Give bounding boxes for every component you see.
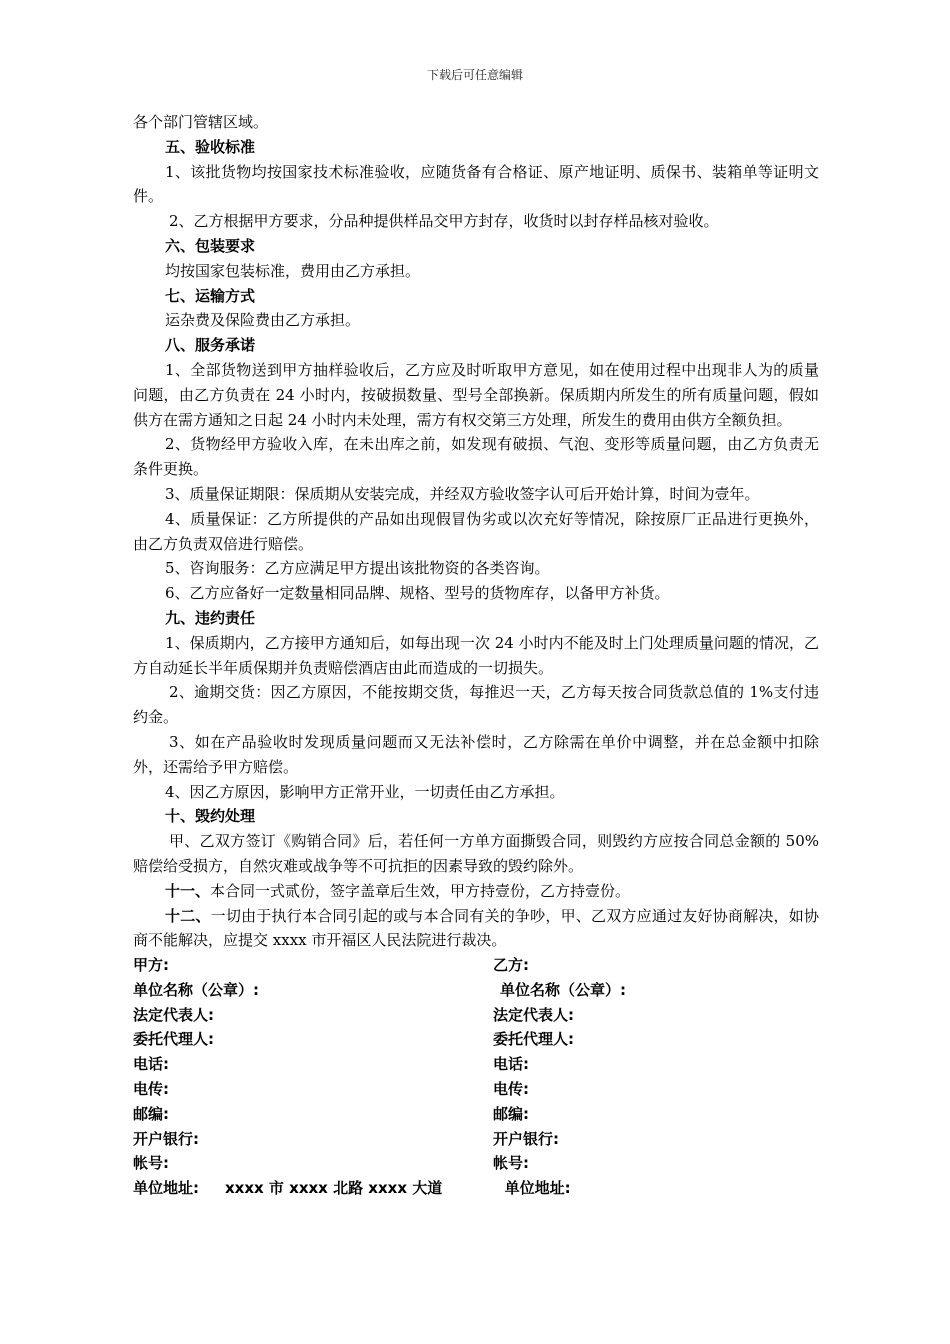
party-b-agent: 委托代理人: [493,1030,574,1049]
paragraph-transport: 运杂费及保险费由乙方承担。 [165,311,361,330]
clause-number-11: 十一、 [165,881,211,900]
contract-body [133,110,819,1201]
party-a-agent: 委托代理人: [133,1030,214,1049]
paragraph-service-5: 5、咨询服务：乙方应满足甲方提出该批物资的各类咨询。 [165,559,550,578]
clause-text-12: 一切由于执行本合同引起的或与本合同有关的争吵，甲、乙双方应通过友好协商解决，如协商不能解决，应提交 xxxx 市开福区人民法院进行裁决。 [133,906,819,950]
paragraph-service-1: 1、全部货物送到甲方抽样验收后，乙方应及时听取甲方意见，如在使用过程中出现非人为的质量问题，由乙方负责在 24 小时内，按破损数量、型号全部换新。保质期内所发生的所有质量问题，假如供方在需方通知之日起 24 小时内未处理，需方有权交第三方处理，所发生的费用由供方全额负担。 [133,360,819,429]
signature-row [133,953,819,978]
signature-row [133,1127,819,1152]
signature-row [133,1077,819,1102]
section-heading-transport: 七、运输方式 [165,286,256,305]
paragraph-dispute [133,904,819,954]
signature-row [133,1003,819,1028]
party-a-unit-name: 单位名称（公章）: [133,980,259,999]
paragraph-termination: 甲、乙双方签订《购销合同》后，若任何一方单方面撕毁合同，则毁约方应按合同总金额的 50%赔偿给受损方，自然灾难或战争等不可抗拒的因素导致的毁约除外。 [133,832,819,875]
paragraph-breach-3: 3、如在产品验收时发现质量问题而又无法补偿时，乙方除需在单价中调整，并在总金额中扣除外，还需给予甲方赔偿。 [133,732,819,776]
paragraph-breach-4: 4、因乙方原因，影响甲方正常开业，一切责任由乙方承担。 [165,782,565,801]
paragraph-copies [133,879,819,904]
paragraph-continuation: 各个部门管辖区域。 [133,113,269,131]
signature-row [133,1151,819,1176]
clause-text-11: 本合同一式贰份，签字盖章后生效，甲方持壹份，乙方持壹份。 [210,881,631,900]
party-b-unit-name: 单位名称（公章）: [499,980,626,999]
party-b-address-label: 单位地址: [504,1179,571,1198]
paragraph-acceptance-1: 1、该批货物均按国家技术标准验收，应随货备有合格证、原产地证明、质保书、装箱单等证明文件。 [133,162,819,206]
party-a-postcode: 邮编: [133,1104,169,1123]
signature-row [133,1027,819,1052]
paragraph-breach-2: 2、逾期交货：因乙方原因，不能按期交货，每推迟一天，乙方每天按合同货款总值的 1%支付违约金。 [133,683,819,727]
page-header: 下载后可任意编辑 [426,68,523,82]
signature-block [133,953,819,1201]
party-a-label: 甲方: [133,956,169,975]
party-a-address-label: 单位地址: [133,1179,199,1198]
section-heading-service: 八、服务承诺 [165,336,256,355]
paragraph-service-6: 6、乙方应备好一定数量相同品牌、规格、型号的货物库存，以备甲方补货。 [165,584,670,603]
party-b-phone: 电话: [493,1055,529,1074]
party-a-fax: 电传: [133,1080,169,1099]
paragraph-service-4: 4、质量保证：乙方所提供的产品如出现假冒伪劣或以次充好等情况，除按原厂正品进行更换外，由乙方负责双倍进行赔偿。 [133,509,819,553]
paragraph-service-2: 2、货物经甲方验收入库，在未出库之前，如发现有破损、气泡、变形等质量问题，由乙方负责无条件更换。 [133,435,819,479]
signature-row [133,1176,819,1201]
party-a-bank: 开户银行: [133,1129,199,1148]
party-b-label: 乙方: [493,956,529,975]
party-a-legal-rep: 法定代表人: [133,1005,214,1024]
party-b-legal-rep: 法定代表人: [493,1005,574,1024]
party-a-address-value: xxxx 市 xxxx 北路 xxxx 大道 [225,1179,443,1198]
paragraph-packaging: 均按国家包装标准，费用由乙方承担。 [165,261,421,280]
party-b-postcode: 邮编: [493,1104,529,1123]
party-a-account: 帐号: [133,1154,169,1173]
section-heading-termination: 十、毁约处理 [165,807,256,826]
signature-row [133,1052,819,1077]
party-b-account: 帐号: [493,1154,529,1173]
signature-row [133,978,819,1003]
party-b-fax: 电传: [493,1080,529,1099]
paragraph-service-3: 3、质量保证期限：保质期从安装完成，并经双方验收签字认可后开始计算，时间为壹年。 [165,484,760,503]
party-a-address [133,1176,487,1201]
party-b-bank: 开户银行: [493,1129,559,1148]
clause-number-12: 十二、 [165,906,211,925]
section-heading-packaging: 六、包装要求 [165,236,256,255]
section-heading-acceptance: 五、验收标准 [165,137,256,156]
paragraph-acceptance-2: 2、乙方根据甲方要求，分品种提供样品交甲方封存，收货时以封存样品核对验收。 [169,212,719,231]
section-heading-breach: 九、违约责任 [165,608,256,627]
signature-row [133,1102,819,1127]
party-a-phone: 电话: [133,1055,169,1074]
paragraph-breach-1: 1、保质期内，乙方接甲方通知后，如每出现一次 24 小时内不能及时上门处理质量问题的情况，乙方自动延长半年质保期并负责赔偿酒店由此而造成的一切损失。 [133,633,819,677]
